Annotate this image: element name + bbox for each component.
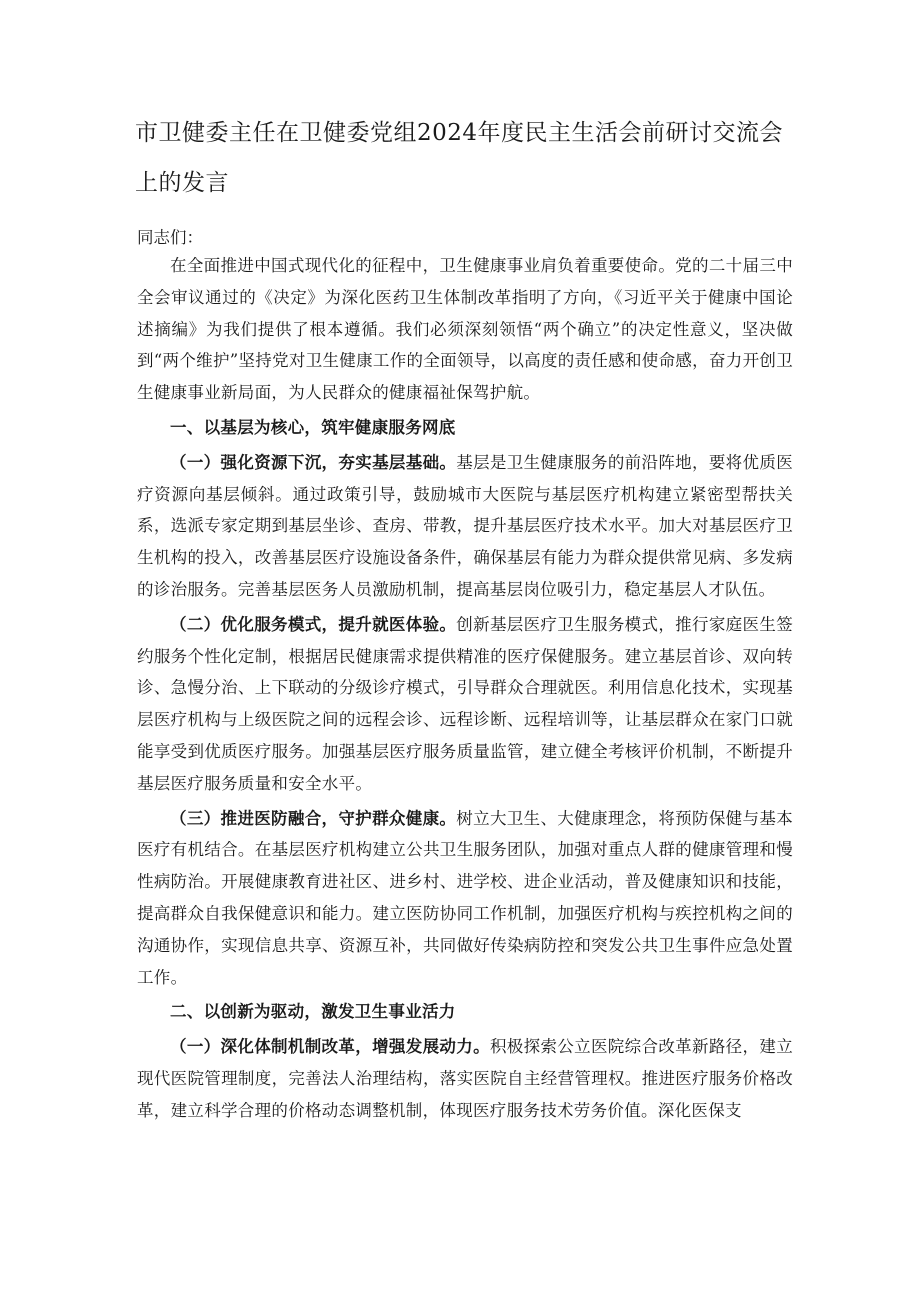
section1-item2-text: 创新基层医疗卫生服务模式，推行家庭医生签约服务个性化定制，根据居民健康需求提供精准的医疗保健服务。建立基层首诊、双向转诊、急慢分治、上下联动的分级诊疗模式，引导群众合理就医。利用信息化技术，实现基层医疗机构与上级医院之间的远程会诊、远程诊断、远程培训等，让基层群众在家门口就能享受到优质医疗服务。加强基层医疗服务质量监管，建立健全考核评价机制，不断提升基层医疗服务质量和安全水平。 [137,614,793,793]
salutation: 同志们： [137,228,203,247]
section1-item3-paragraph [137,803,793,994]
section1-item3-text: 树立大卫生、大健康理念，将预防保健与基本医疗有机结合。在基层医疗机构建立公共卫生服务团队，加强对重点人群的健康管理和慢性病防治。开展健康教育进社区、进乡村、进学校、进企业活动，普及健康知识和技能，提高群众自我保健意识和能力。建立医防协同工作机制，加强医疗机构与疾控机构之间的沟通协作，实现信息共享、资源互补，共同做好传染病防控和突发公共卫生事件应急处置工作。 [137,808,793,987]
section1-item1-text: 基层是卫生健康服务的前沿阵地，要将优质医疗资源向基层倾斜。通过政策引导，鼓励城市大医院与基层医疗机构建立紧密型帮扶关系，选派专家定期到基层坐诊、查房、带教，提升基层医疗技术水平。加大对基层医疗卫生机构的投入，改善基层医疗设施设备条件，确保基层有能力为群众提供常见病、多发病的诊治服务。完善基层医务人员激励机制，提高基层岗位吸引力，稳定基层人才队伍。 [137,452,793,599]
document-body [137,250,793,1130]
section2-item1-text: 积极探索公立医院综合改革新路径，建立现代医院管理制度，完善法人治理结构，落实医院自主经营管理权。推进医疗服务价格改革，建立科学合理的价格动态调整机制，体现医疗服务技术劳务价值。深化医保支 [137,1037,793,1120]
section1-item3-lead: （三）推进医防融合，守护群众健康。 [170,808,457,828]
document-title: 市卫健委主任在卫健委党组2024年度民主生活会前研讨交流会上的发言 [135,120,784,196]
section-heading-1: 一、以基层为核心，筑牢健康服务网底 [170,417,456,437]
section1-item1-paragraph [137,447,793,606]
section2-item1-lead: （一）深化体制机制改革，增强发展动力。 [170,1037,490,1057]
section1-item2-paragraph [137,609,793,800]
section2-item1-paragraph [137,1031,793,1126]
intro-paragraph: 在全面推进中国式现代化的征程中，卫生健康事业肩负着重要使命。党的二十届三中全会审议通过的《决定》为深化医药卫生体制改革指明了方向，《习近平关于健康中国论述摘编》为我们提供了根本遵循。我们必须深刻领悟“两个确立”的决定性意义，坚决做到“两个维护”坚持党对卫生健康工作的全面领导，以高度的责任感和使命感，奋力开创卫生健康事业新局面，为人民群众的健康福祉保驾护航。 [137,256,793,403]
section-heading-2: 二、以创新为驱动，激发卫生事业活力 [170,1002,456,1022]
section1-item2-lead: （二）优化服务模式，提升就医体验。 [170,614,457,634]
section1-item1-lead: （一）强化资源下沉，夯实基层基础。 [170,452,457,472]
